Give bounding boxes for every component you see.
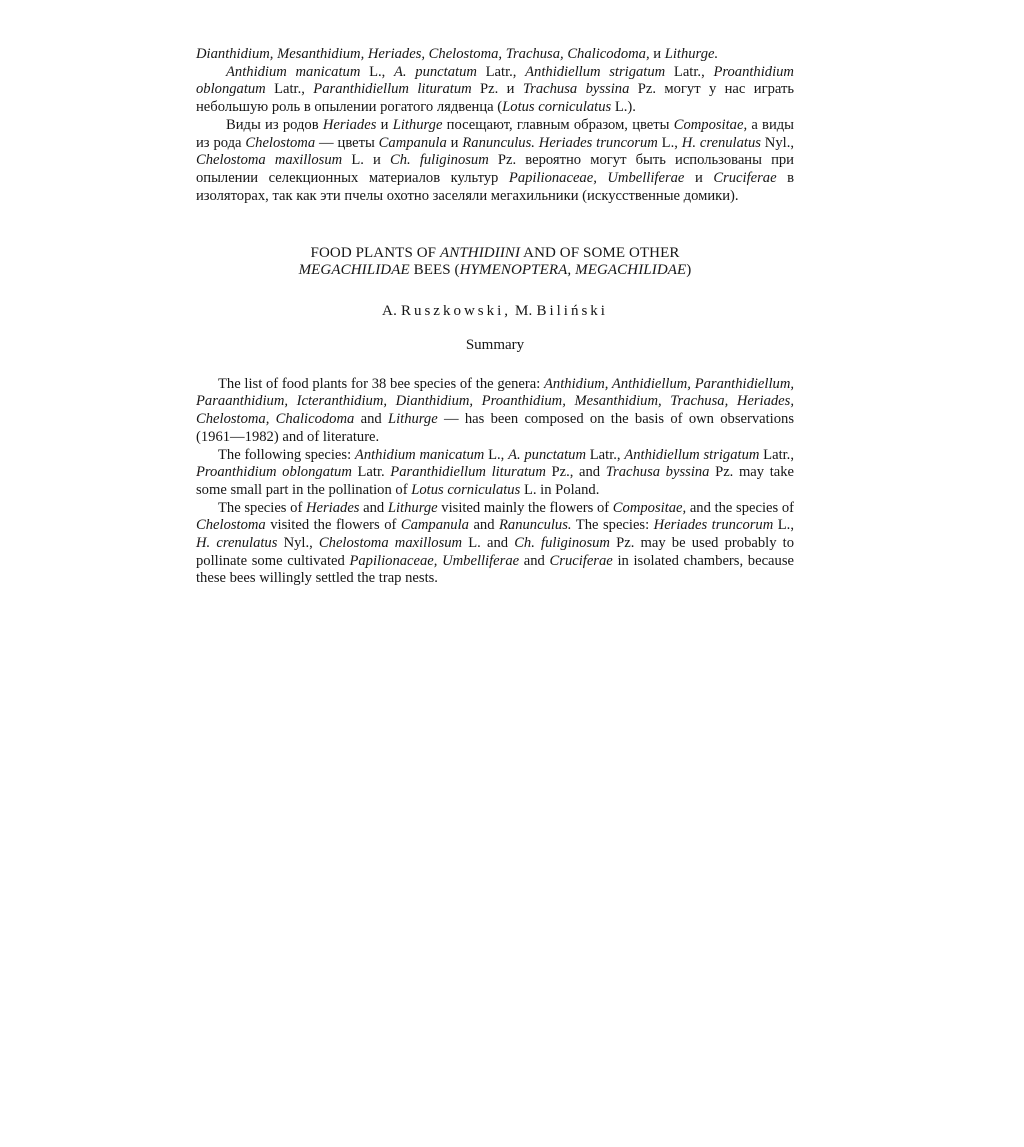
genus-list: Anthidium, Anthidiellum, Paranthidiellum, Paraanthidium, Icteranthidium, Dianthidium, Proanthidium, Mesanthidium, Trachusa, Heriades, Chelostoma, Chalicodoma <box>196 375 795 428</box>
species-name: Paranthidiellum lituratum <box>313 81 472 98</box>
title-text: ) <box>686 262 692 279</box>
summary-heading: Summary <box>465 337 525 354</box>
text-run: Latr. <box>351 464 391 481</box>
text-run: и <box>684 169 714 186</box>
text-run: и <box>649 46 665 62</box>
text-run: and <box>354 411 388 428</box>
text-run: and <box>468 517 499 534</box>
text-run: L., <box>360 63 395 80</box>
text-run: Pz. вероятно могут быть использованы при опылении селекционных материалов культур <box>196 152 794 186</box>
species-name: A. punctatum <box>394 63 477 80</box>
text-run: а виды из рода <box>196 116 794 151</box>
text-run: Pz. may be used probably to pollinate some cultivated <box>196 535 795 569</box>
species-name: H. crenulatus <box>681 134 761 151</box>
family-name: Cruciferae <box>549 552 613 569</box>
summary-paragraph-2 <box>196 447 794 500</box>
genus-name: Heriades <box>322 116 377 133</box>
genus-name: Heriades <box>305 499 360 516</box>
russian-paragraph-lotus <box>196 64 794 117</box>
genus-name: Lithurge <box>387 411 438 428</box>
text-run: Latr., <box>586 446 625 463</box>
author-initial: A. <box>382 303 401 320</box>
species-name: A. punctatum <box>508 446 586 463</box>
english-summary <box>196 376 794 588</box>
text-run: Nyl., <box>760 134 794 151</box>
text-run: Latr., <box>759 446 794 463</box>
species-name: Proanthidium oblongatum <box>196 464 352 481</box>
genus-name: Ranunculus. <box>499 517 572 534</box>
text-run: L. in Poland. <box>520 481 600 498</box>
species-name: Ch. fuliginosum <box>514 535 610 552</box>
summary-paragraph-1 <box>196 376 794 447</box>
text-run: Виды из родов <box>226 116 323 133</box>
family-name: Compositae, <box>673 116 748 133</box>
family-name: Papilionaceae, Umbelliferae <box>349 552 520 569</box>
species-name: Lotus corniculatus <box>411 481 521 498</box>
author-initial: M. <box>511 303 537 320</box>
species-name: Proanthidium oblongatum <box>196 63 794 98</box>
text-run: — has been composed on the basis of own observations (1961—1982) and of literature. <box>196 411 795 445</box>
family-name: Compositae, <box>612 499 687 516</box>
title-taxon: ANTHIDIINI <box>439 245 521 262</box>
author-surname: Biliński <box>536 303 608 320</box>
genus-name: Chelostoma <box>196 517 266 534</box>
species-name: Trachusa byssina <box>605 464 710 481</box>
russian-paragraph-genera-continuation <box>196 46 794 64</box>
text-run: visited mainly the flowers of <box>437 499 613 516</box>
species-name: Lotus corniculatus <box>502 99 612 116</box>
species-name: Trachusa byssina <box>522 81 630 98</box>
text-run: L., <box>773 517 794 534</box>
text-run: L., <box>484 446 509 463</box>
genus-name: Campanula <box>400 517 469 534</box>
text-run: посещают, главным образом, цветы <box>442 116 674 133</box>
text-run: The list of food plants for 38 bee species of the genera: <box>218 375 544 392</box>
genus-name: Chelostoma <box>245 134 316 151</box>
title-line-1 <box>196 245 794 262</box>
text-run: The species: <box>571 517 654 534</box>
text-run: — цветы <box>315 134 379 151</box>
title-text: AND OF SOME OTHER <box>520 245 680 262</box>
authors-line <box>196 303 794 321</box>
species-name: Ranunculus. Heriades truncorum <box>462 134 658 151</box>
title-text: BEES ( <box>409 262 460 279</box>
text-run: visited the flowers of <box>265 517 401 534</box>
species-name: Ch. fuliginosum <box>390 152 489 169</box>
species-name: Chelostoma maxillosum <box>196 152 343 169</box>
genus-name: Lithurge. <box>664 46 719 62</box>
species-name: Anthidium manicatum <box>354 446 485 463</box>
summary-paragraph-3 <box>196 500 794 589</box>
species-name: H. crenulatus <box>196 535 278 552</box>
article-title <box>196 245 794 279</box>
text-run: и <box>376 116 393 133</box>
text-run: L. и <box>342 152 390 169</box>
russian-section <box>196 46 794 205</box>
text-run: в изоляторах, так как эти пчелы охотно заселяли мегахильники (искусственные домики). <box>196 169 795 204</box>
title-taxon: MEGACHILIDAE <box>298 262 410 279</box>
text-run: Latr., <box>265 81 314 98</box>
title-text: FOOD PLANTS OF <box>310 245 440 262</box>
text-run: L., <box>657 134 682 151</box>
text-run: Latr., <box>476 63 526 80</box>
species-name: Heriades truncorum <box>653 517 774 534</box>
text-run: and the species of <box>686 499 795 516</box>
russian-paragraph-heriades <box>196 117 794 206</box>
genus-name: Campanula <box>378 134 447 151</box>
text-run: The following species: <box>218 446 355 463</box>
text-run: in isolated chambers, because these bees willingly settled the trap nests. <box>196 552 794 587</box>
family-name: Papilionaceae, Umbelliferae <box>508 169 685 186</box>
text-run: and <box>359 499 388 516</box>
text-run: L. and <box>462 535 515 552</box>
species-name: Chelostoma maxillosum <box>318 535 463 552</box>
text-run: Latr., <box>665 63 714 80</box>
text-run: и <box>446 134 463 151</box>
text-run: L.). <box>611 99 636 116</box>
text-run: Nyl., <box>277 535 319 552</box>
species-name: Paranthidiellum lituratum <box>390 464 546 481</box>
genus-list: Dianthidium, Mesanthidium, Heriades, Chelostoma, Trachusa, Chalicodoma, <box>196 46 650 62</box>
text-run: Pz. may take some small part in the pollination of <box>196 464 794 498</box>
species-name: Anthidium manicatum <box>226 63 361 80</box>
page-body <box>196 46 794 588</box>
species-name: Anthidiellum strigatum <box>624 446 760 463</box>
text-run: Pz. и <box>471 81 523 98</box>
author-surname: Ruszkowski, <box>400 303 512 320</box>
species-name: Anthidiellum strigatum <box>525 63 666 80</box>
text-run: Pz., and <box>545 464 606 481</box>
genus-name: Lithurge <box>387 499 438 516</box>
title-line-2 <box>196 262 794 279</box>
title-taxon: HYMENOPTERA, MEGACHILIDAE <box>459 262 687 279</box>
family-name: Cruciferae <box>713 169 777 186</box>
text-run: and <box>519 552 550 569</box>
text-run: The species of <box>218 499 306 516</box>
text-run: Pz. могут у нас играть небольшую роль в опылении рогатого лядвенца ( <box>196 81 794 116</box>
genus-name: Lithurge <box>392 116 443 133</box>
